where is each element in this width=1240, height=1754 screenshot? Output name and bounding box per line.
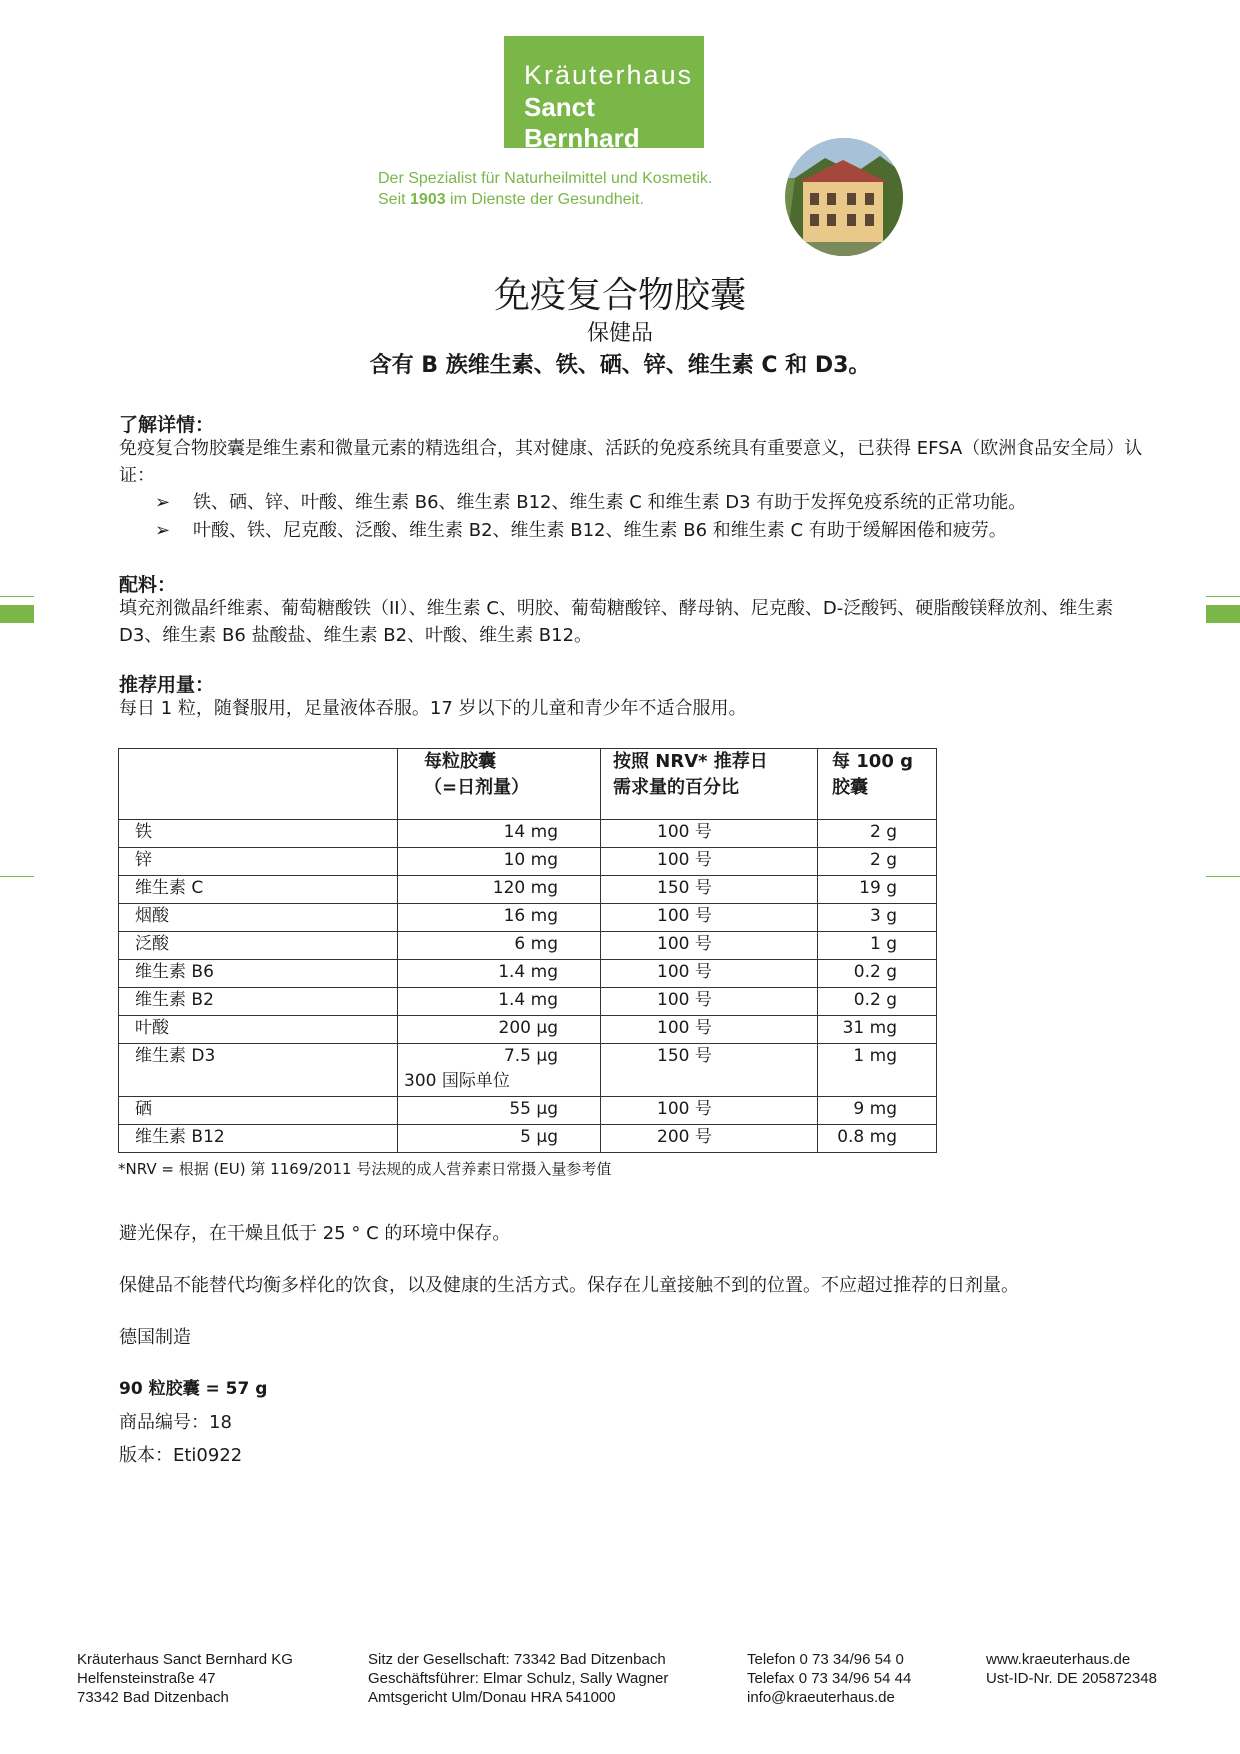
fold-mark: [0, 596, 34, 597]
cell-value: 7.5 µg: [503, 1046, 558, 1066]
table-header-nrv: 按照 NRV* 推荐日 需求量的百分比: [601, 749, 818, 820]
package-size: 90 粒胶囊 = 57 g: [119, 1379, 268, 1399]
ingredients-heading: 配料：: [119, 574, 177, 596]
website-link[interactable]: www.kraeuterhaus.de: [986, 1651, 1131, 1668]
product-claim: 含有 B 族维生素、铁、硒、锌、维生素 C 和 D3。: [369, 353, 871, 378]
table-header-per-capsule: 每粒胶囊 （=日剂量）: [398, 749, 601, 820]
email-link[interactable]: info@kraeuterhaus.de: [747, 1689, 895, 1706]
origin-note: 德国制造: [119, 1327, 191, 1348]
details-bullet: ➢ 叶酸、铁、尼克酸、泛酸、维生素 B2、维生素 B12、维生素 B6 和维生素 C 有助于缓解困倦和疲劳。: [155, 520, 1007, 541]
product-subtitle: 保健品: [586, 321, 653, 346]
fold-mark: [1206, 876, 1240, 877]
table-header-row: [119, 749, 937, 820]
dosage-heading: 推荐用量：: [119, 674, 215, 696]
footer-company: Kräuterhaus Sanct Bernhard KG Helfensteinstraße 47 73342 Bad Ditzenbach: [77, 1651, 293, 1706]
tagline-line-2: Seit 1903 im Dienste der Gesundheit.: [378, 191, 644, 208]
fold-mark: [1206, 596, 1240, 597]
building-photo: [785, 138, 903, 256]
fold-mark: [0, 605, 34, 623]
arrow-bullet-icon: ➢: [155, 520, 171, 541]
table-row: 维生素 B6 1.4 mg 100 号 0.2 g: [119, 960, 937, 988]
warning-note: 保健品不能替代均衡多样化的饮食，以及健康的生活方式。保存在儿童接触不到的位置。不应超过推荐的日剂量。: [119, 1275, 1019, 1296]
table-row: 维生素 B12 5 µg 200 号 0.8 mg: [119, 1125, 937, 1153]
table-row: 维生素 B2 1.4 mg 100 号 0.2 g: [119, 988, 937, 1016]
footer-legal: Sitz der Gesellschaft: 73342 Bad Ditzenbach Geschäftsführer: Elmar Schulz, Sally Wagner Amtsgericht Ulm/Donau HRA 541000: [368, 1651, 669, 1706]
table-row: 泛酸 6 mg 100 号 1 g: [119, 932, 937, 960]
product-title: 免疫复合物胶囊: [493, 275, 746, 316]
table-footnote: *NRV = 根据 (EU) 第 1169/2011 号法规的成人营养素日常摄入量参考值: [118, 1160, 612, 1178]
table-row: 维生素 D3 7.5 µg 300 国际单位 150 号 1 mg: [119, 1044, 937, 1097]
fold-mark: [1206, 605, 1240, 623]
logo-line-2: Sanct Bernhard: [524, 92, 640, 153]
table-row: 铁 14 mg 100 号 2 g: [119, 820, 937, 848]
table-header-per-100g: 每 100 g 胶囊: [818, 749, 937, 820]
logo-line-1: Kräuterhaus: [524, 60, 694, 90]
fold-mark: [0, 876, 34, 877]
article-number: 商品编号：18: [119, 1412, 232, 1433]
storage-note: 避光保存，在干燥且低于 25 ° C 的环境中保存。: [119, 1223, 511, 1244]
tagline-line-1: Der Spezialist für Naturheilmittel und Kosmetik.: [378, 170, 713, 187]
arrow-bullet-icon: ➢: [155, 492, 171, 513]
cell-sub-value: 300 国际单位: [404, 1071, 510, 1091]
details-heading: 了解详情：: [119, 414, 215, 436]
nutrition-table: [118, 748, 937, 1153]
table-row: 锌 10 mg 100 号 2 g: [119, 848, 937, 876]
table-row: 维生素 C 120 mg 150 号 19 g: [119, 876, 937, 904]
version-number: 版本：Eti0922: [119, 1445, 243, 1466]
details-bullet: ➢ 铁、硒、锌、叶酸、维生素 B6、维生素 B12、维生素 C 和维生素 D3 有助于发挥免疫系统的正常功能。: [155, 492, 1027, 513]
tagline-year: 1903: [410, 191, 446, 208]
table-row: 烟酸 16 mg 100 号 3 g: [119, 904, 937, 932]
dosage-text: 每日 1 粒，随餐服用，足量液体吞服。17 岁以下的儿童和青少年不适合服用。: [119, 698, 747, 719]
table-row: 硒 55 µg 100 号 9 mg: [119, 1097, 937, 1125]
brand-tagline: [378, 168, 712, 210]
table-header-empty: [119, 749, 398, 820]
footer-contact: Telefon 0 73 34/96 54 0 Telefax 0 73 34/96 54 44 info@kraeuterhaus.de: [747, 1651, 912, 1706]
details-text: 免疫复合物胶囊是维生素和微量元素的精选组合，其对健康、活跃的免疫系统具有重要意义，已获得 EFSA（欧洲食品安全局）认证：: [119, 438, 1143, 486]
table-row: 叶酸 200 µg 100 号 31 mg: [119, 1016, 937, 1044]
brand-logo: [504, 36, 704, 153]
ingredients-text: 填充剂微晶纤维素、葡萄糖酸铁（II）、维生素 C、明胶、葡萄糖酸锌、酵母钠、尼克酸、D-泛酸钙、硬脂酸镁释放剂、维生素 D3、维生素 B6 盐酸盐、维生素 B2、叶酸、维生素 B12。: [119, 598, 1114, 646]
footer-web: www.kraeuterhaus.de Ust-ID-Nr. DE 205872348: [986, 1651, 1157, 1687]
